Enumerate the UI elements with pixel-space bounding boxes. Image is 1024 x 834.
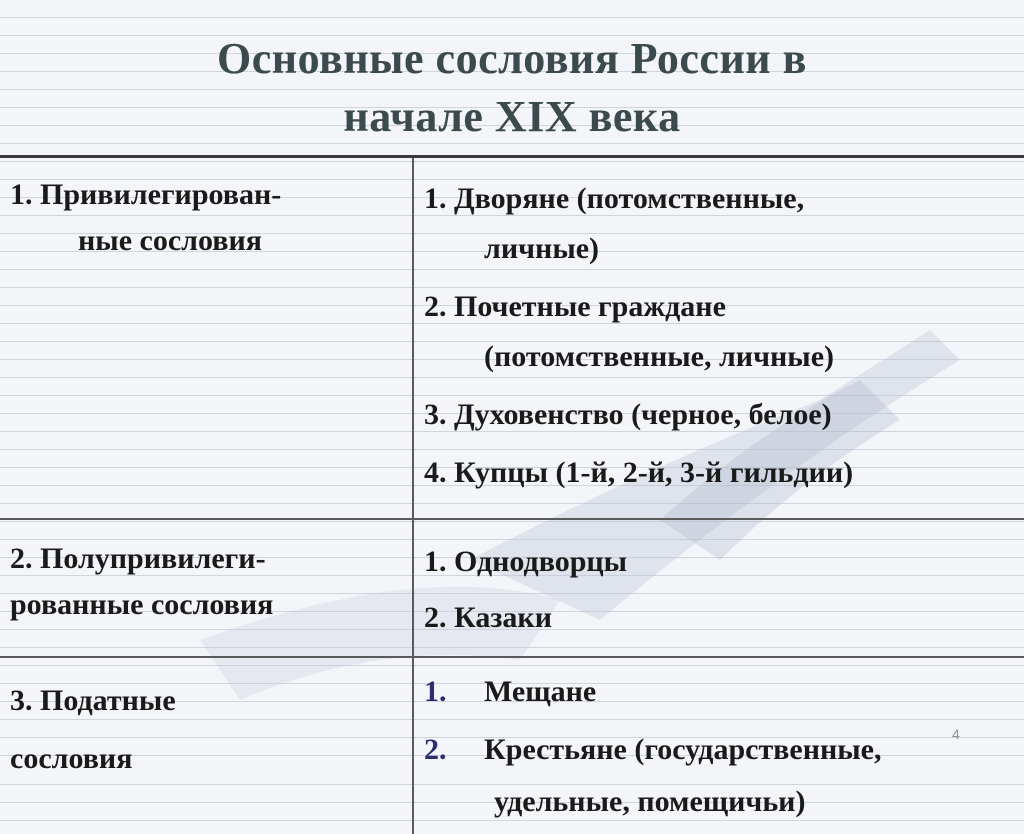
slide-title (0, 30, 1024, 146)
list-item-text-continued: удельные, помещичьи) (494, 785, 806, 818)
list-item (414, 724, 1024, 828)
list-item-text-continued: личные) (484, 232, 600, 265)
estate-group-label-line: 3. Податные (10, 684, 176, 717)
estate-group-label-line: 1. Привилегирован- (10, 178, 282, 211)
table-row (0, 157, 1024, 520)
slide-title-line-1: Основные сословия России в (217, 34, 807, 83)
page-number: 4 (952, 726, 960, 742)
table-row (0, 657, 1024, 834)
list-item (414, 174, 1024, 274)
list-item-text: 1. Дворяне (потомственные, (424, 182, 805, 215)
list-item-number: 1. (424, 675, 447, 708)
list-item (414, 390, 1024, 440)
list-item-text-continued: (потомственные, личные) (484, 340, 835, 373)
list-item (414, 534, 1024, 590)
list-item (414, 282, 1024, 382)
list-item (414, 666, 1024, 718)
list-item-text: 2. Казаки (424, 601, 552, 634)
estate-group-cell (0, 657, 413, 834)
list-item-text: 3. Духовенство (черное, белое) (424, 398, 832, 431)
estate-group-label-line: рованные сословия (10, 588, 274, 621)
estates-table (0, 155, 1024, 834)
list-item-text: 1. Однодворцы (424, 545, 628, 578)
list-item-text: Мещане (484, 675, 597, 708)
list-item (414, 590, 1024, 646)
estate-list-cell (413, 657, 1024, 834)
list-item-text: 2. Почетные граждане (424, 290, 726, 323)
list-item-number: 2. (424, 733, 447, 766)
estate-group-label-line: 2. Полупривилеги- (10, 542, 266, 575)
table-row (0, 519, 1024, 657)
estate-group-cell (0, 519, 413, 657)
estate-list-cell (413, 157, 1024, 520)
list-item (414, 448, 1024, 498)
slide-title-line-2: начале XIX века (343, 92, 681, 141)
list-item-text: Крестьяне (государственные, (484, 733, 882, 766)
estate-group-cell (0, 157, 413, 520)
list-item-text: 4. Купцы (1-й, 2-й, 3-й гильдии) (424, 456, 854, 489)
estate-list-cell (413, 519, 1024, 657)
estate-group-label-line: сословия (10, 742, 133, 775)
estate-group-label-line: ные сословия (78, 224, 262, 257)
